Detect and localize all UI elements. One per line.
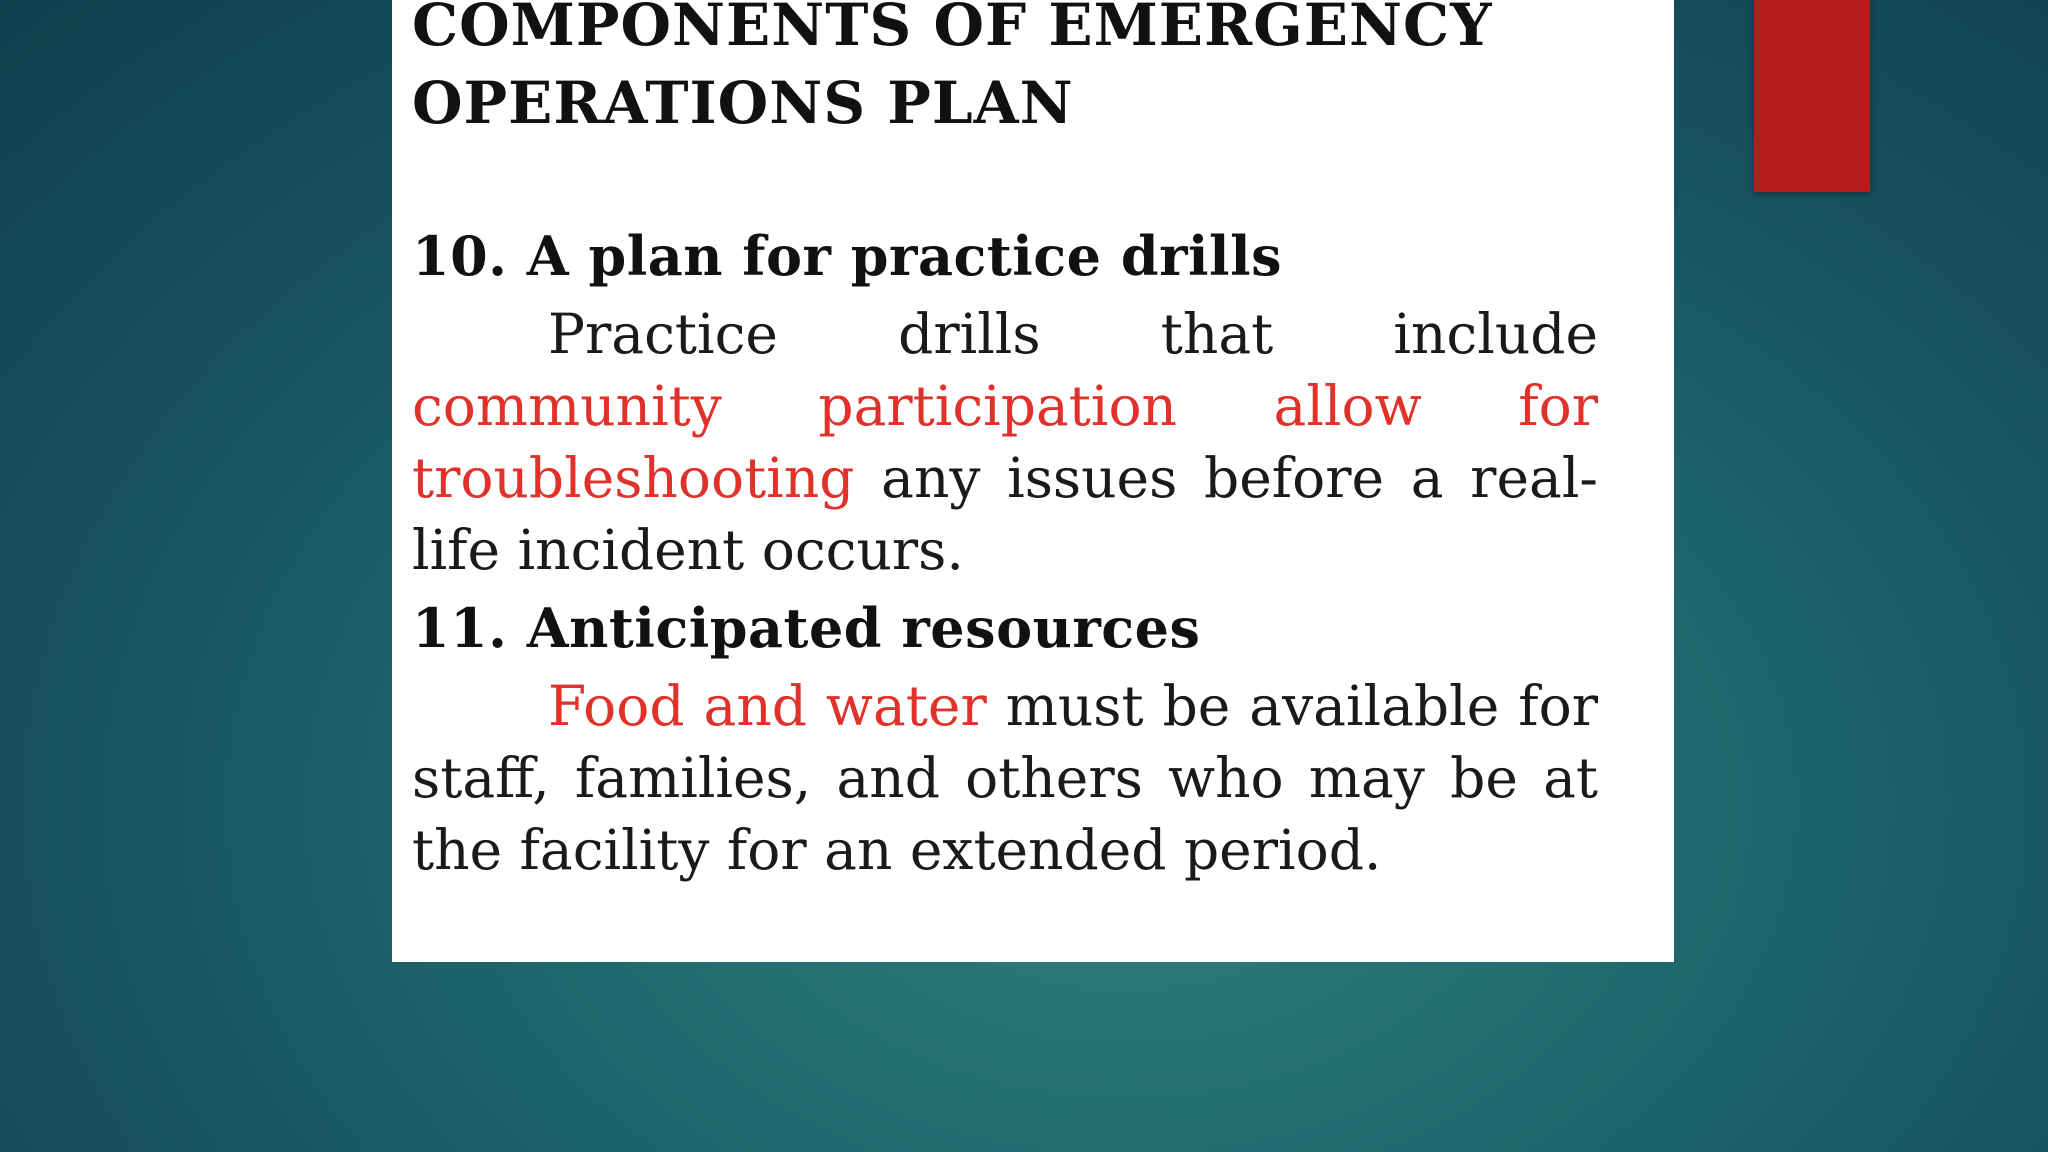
section-heading-anticipated-resources: 11. Anticipated resources bbox=[412, 596, 1201, 660]
section-body-anticipated-resources bbox=[412, 670, 1598, 886]
body-text: Practice drills that include bbox=[548, 302, 1598, 366]
body-text: any issues before a real-life incident occurs. bbox=[412, 446, 1598, 582]
highlighted-text: community participation allow for troubleshooting bbox=[412, 374, 1598, 510]
section-body-practice-drills bbox=[412, 298, 1598, 586]
slide-title bbox=[412, 0, 1598, 142]
slide-title-line-2: OPERATIONS PLAN bbox=[412, 69, 1074, 137]
highlighted-text: Food and water bbox=[548, 674, 987, 738]
slide-content-card bbox=[392, 0, 1674, 962]
body-text: must be available for staff, families, and others who may be at the facility for an extended period. bbox=[412, 674, 1598, 882]
slide-title-line-1: COMPONENTS OF EMERGENCY bbox=[412, 0, 1493, 59]
section-heading-practice-drills: 10. A plan for practice drills bbox=[412, 224, 1282, 288]
red-accent-bar bbox=[1754, 0, 1870, 192]
